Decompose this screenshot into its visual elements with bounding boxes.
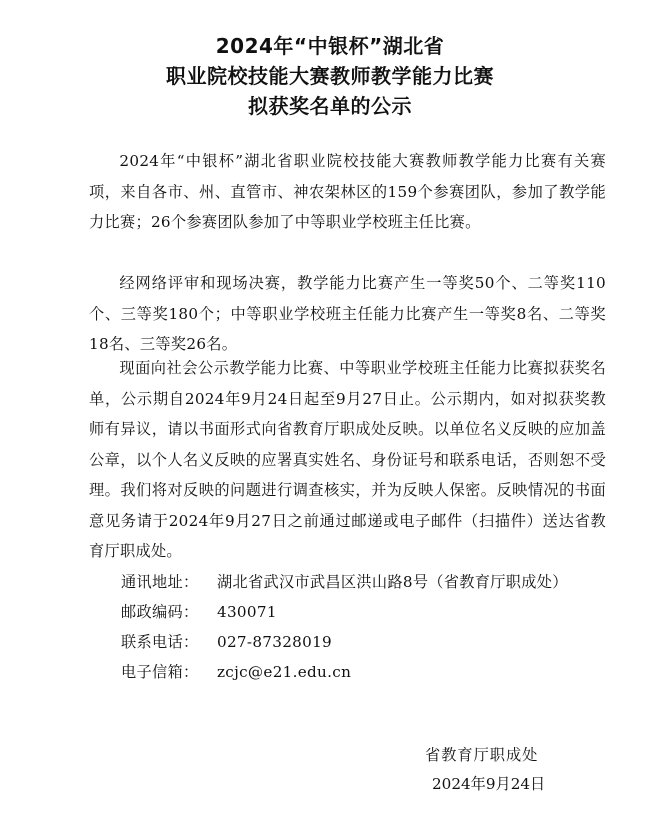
signature-date: 2024年9月24日 [432, 775, 546, 793]
title-line-3: 拟获奖名单的公示 [248, 94, 412, 118]
phone-value: 027-87328019 [217, 633, 333, 651]
paragraph-publicity: 现面向社会公示教学能力比赛、中等职业学校班主任能力比赛拟获奖名单，公示期自2024年9月24日起至9月27日止。公示期内，如对拟获奖教师有异议，请以书面形式向省教育厅职成处反映。以单位名义反映的应加盖公章，以个人名义反映的应署真实姓名、身份证号和联系电话，否则恕不受理。我们将对反映的问题进行调查核实，并为反映人保密。反映情况的书面意见务请于2024年9月27日之前通过邮递或电子邮件（扫描件）送达省教育厅职成处。 [89, 359, 606, 560]
paragraph-participants: 2024年“中银杯”湖北省职业院校技能大赛教师教学能力比赛有关赛项，来自各市、州、直管市、神农架林区的159个参赛团队，参加了教学能力比赛；26个参赛团队参加了中等职业学校班主任比赛。 [89, 152, 606, 231]
contact-email [121, 657, 351, 687]
postcode-value: 430071 [217, 603, 277, 621]
paragraph-awards: 经网络评审和现场决赛，教学能力比赛产生一等奖50个、二等奖110个、三等奖180个；中等职业学校班主任能力比赛产生一等奖8名、二等奖18名、三等奖26名。 [89, 274, 606, 353]
contact-phone [121, 627, 332, 657]
address-value: 湖北省武汉市武昌区洪山路8号（省教育厅职成处） [217, 573, 568, 591]
phone-label: 联系电话： [121, 633, 199, 651]
title-line-2: 职业院校技能大赛教师教学能力比赛 [166, 64, 494, 88]
email-value: zcjc@e21.edu.cn [217, 663, 352, 681]
contact-address [121, 567, 568, 597]
signature-issuer: 省教育厅职成处 [425, 746, 539, 764]
title-line-1: 2024年“中银杯”湖北省 [215, 34, 445, 58]
postcode-label: 邮政编码： [121, 603, 199, 621]
address-label: 通讯地址： [121, 573, 199, 591]
contact-postcode [121, 597, 277, 627]
email-label: 电子信箱： [121, 663, 199, 681]
